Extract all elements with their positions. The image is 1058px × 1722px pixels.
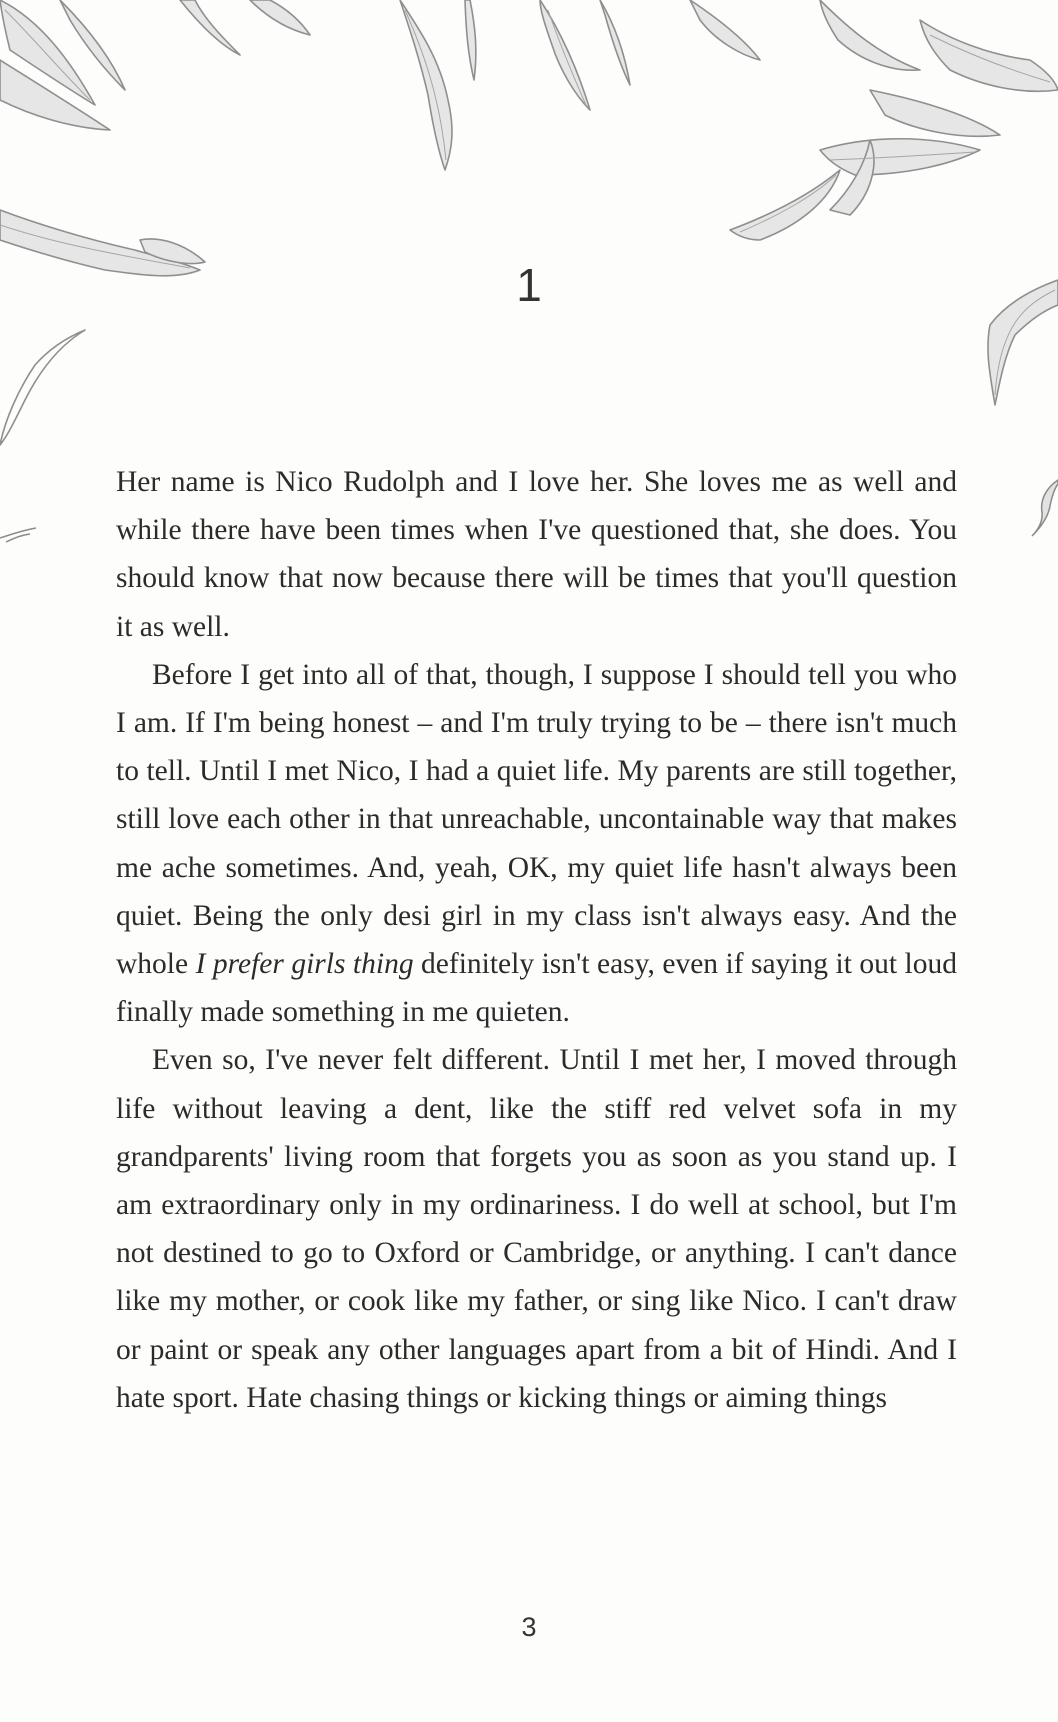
leaf-shape <box>820 0 920 70</box>
leaf-shape <box>870 90 1000 136</box>
leaf-shape <box>690 0 760 60</box>
leaf-shape <box>465 0 476 80</box>
leaf-shape <box>920 20 1058 91</box>
leaf-shape <box>180 0 240 55</box>
paragraph: Her name is Nico Rudolph and I love her. She loves me as well and while there have been times when I've questioned that, she does. You should know that now because there will be times that you'll question it as well. <box>116 466 957 643</box>
leaf-shape <box>600 0 630 85</box>
leaf-shape <box>0 330 85 445</box>
chapter-number: 1 <box>516 259 542 311</box>
paragraph: Even so, I've never felt different. Until I met her, I moved through life without leaving a dent, like the stiff red velvet sofa in my grandparents' living room that forgets you as soon as you stand up. I am extraordinary only in my ordinariness. I do well at school, but I'm not destined to go to Oxford or Cambridge, or anything. I can't dance like my mother, or cook like my father, or sing like Nico. I can't draw or paint or speak any other languages apart from a bit of Hindi. And I hate sport. Hate chasing things or kicking things or aiming things <box>116 1044 957 1414</box>
chapter-body <box>116 458 957 1422</box>
paragraph-text: definitely isn't easy, even if saying it out loud finally made something in me quieten. <box>116 948 957 1029</box>
page-number: 3 <box>521 1612 537 1642</box>
leaf-tip-right <box>1028 478 1058 538</box>
leaf-tip-left <box>0 520 40 550</box>
paragraph-text: Before I get into all of that, though, I suppose I should tell you who I am. If I'm being honest – and I'm truly trying to be – there isn't much to tell. Until I met Nico, I had a quiet life. My parents are still together, still love each other in that unreachable, uncontainable way that makes me ache sometimes. And, yeah, OK, my quiet life hasn't always been quiet. Being the only desi girl in my class isn't always easy. And the whole <box>116 658 957 981</box>
paragraph <box>116 651 957 1037</box>
italic-phrase: I prefer girls thing <box>195 948 414 981</box>
leaf-shape <box>250 0 310 35</box>
